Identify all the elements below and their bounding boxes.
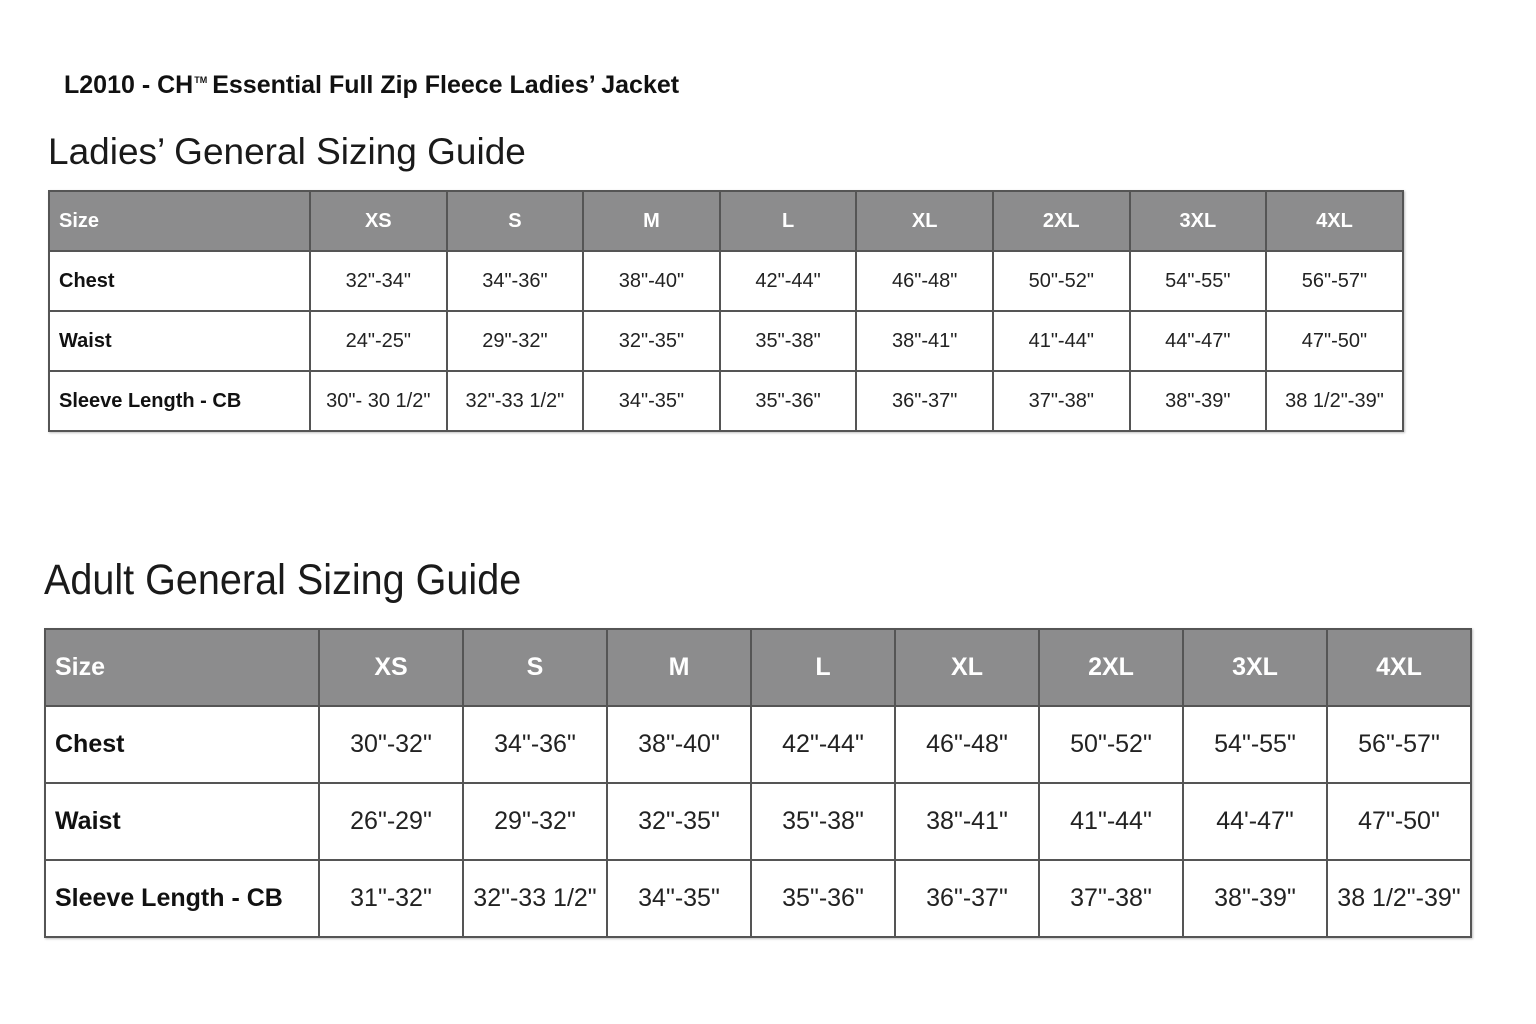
table-row-sleeve-length [49,371,1403,431]
table-cell: 35"-38" [751,783,895,860]
table-cell: 56"-57" [1266,251,1403,311]
table-cell: 34"-36" [447,251,584,311]
table-cell: 31"-32" [319,860,463,937]
table-cell: 32"-33 1/2" [447,371,584,431]
row-label: Waist [49,311,310,371]
ladies-guide-heading: Ladies’ General Sizing Guide [48,131,526,172]
column-header-xs: XS [319,629,463,706]
table-cell: 44'-47" [1183,783,1327,860]
table-cell: 38"-41" [856,311,993,371]
table-cell: 29"-32" [447,311,584,371]
column-header-size: Size [45,629,319,706]
column-header-xl: XL [856,191,993,251]
row-label: Sleeve Length - CB [45,860,319,937]
product-code: L2010 - CH [64,71,194,99]
product-title [64,64,679,101]
table-cell: 47"-50" [1327,783,1471,860]
column-header-s: S [463,629,607,706]
row-label: Waist [45,783,319,860]
product-name: Essential Full Zip Fleece Ladies’ Jacket [212,71,680,99]
table-cell: 34"-35" [583,371,720,431]
table-cell: 38"-40" [607,706,751,783]
column-header-2xl: 2XL [993,191,1130,251]
table-row-sleeve-length [45,860,1471,937]
ladies-sizing-table [48,190,1404,432]
table-cell: 26"-29" [319,783,463,860]
column-header-s: S [447,191,584,251]
table-cell: 32"-35" [583,311,720,371]
table-row-chest [45,706,1471,783]
table-cell: 35"-36" [720,371,857,431]
table-row-chest [49,251,1403,311]
table-cell: 38 1/2"-39" [1266,371,1403,431]
column-header-size: Size [49,191,310,251]
row-label: Chest [49,251,310,311]
table-cell: 46"-48" [895,706,1039,783]
table-cell: 54"-55" [1130,251,1267,311]
table-cell: 34"-36" [463,706,607,783]
table-cell: 35"-36" [751,860,895,937]
adult-guide-heading: Adult General Sizing Guide [44,556,522,604]
column-header-4xl: 4XL [1327,629,1471,706]
table-cell: 44"-47" [1130,311,1267,371]
table-cell: 32"-34" [310,251,447,311]
column-header-3xl: 3XL [1130,191,1267,251]
table-cell: 47"-50" [1266,311,1403,371]
table-cell: 30"- 30 1/2" [310,371,447,431]
table-cell: 50"-52" [1039,706,1183,783]
table-cell: 36"-37" [895,860,1039,937]
table-cell: 38"-39" [1130,371,1267,431]
column-header-m: M [607,629,751,706]
row-label: Sleeve Length - CB [49,371,310,431]
table-cell: 41"-44" [993,311,1130,371]
table-cell: 46"-48" [856,251,993,311]
table-cell: 41"-44" [1039,783,1183,860]
table-cell: 36"-37" [856,371,993,431]
table-cell: 54"-55" [1183,706,1327,783]
table-cell: 29"-32" [463,783,607,860]
row-label: Chest [45,706,319,783]
table-cell: 38 1/2"-39" [1327,860,1471,937]
table-cell: 37"-38" [1039,860,1183,937]
column-header-2xl: 2XL [1039,629,1183,706]
table-row-waist [45,783,1471,860]
table-cell: 42"-44" [720,251,857,311]
table-cell: 56"-57" [1327,706,1471,783]
column-header-l: L [751,629,895,706]
table-cell: 32"-35" [607,783,751,860]
table-cell: 42"-44" [751,706,895,783]
table-cell: 24"-25" [310,311,447,371]
table-cell: 38"-40" [583,251,720,311]
column-header-l: L [720,191,857,251]
trademark-symbol: TM [194,75,208,85]
column-header-m: M [583,191,720,251]
column-header-xl: XL [895,629,1039,706]
table-cell: 50"-52" [993,251,1130,311]
table-cell: 35"-38" [720,311,857,371]
column-header-xs: XS [310,191,447,251]
table-header-row [45,629,1471,706]
table-row-waist [49,311,1403,371]
table-cell: 38"-41" [895,783,1039,860]
column-header-3xl: 3XL [1183,629,1327,706]
table-header-row [49,191,1403,251]
adult-sizing-table [44,628,1472,938]
table-cell: 37"-38" [993,371,1130,431]
table-cell: 38"-39" [1183,860,1327,937]
table-cell: 30"-32" [319,706,463,783]
column-header-4xl: 4XL [1266,191,1403,251]
table-cell: 32"-33 1/2" [463,860,607,937]
table-cell: 34"-35" [607,860,751,937]
